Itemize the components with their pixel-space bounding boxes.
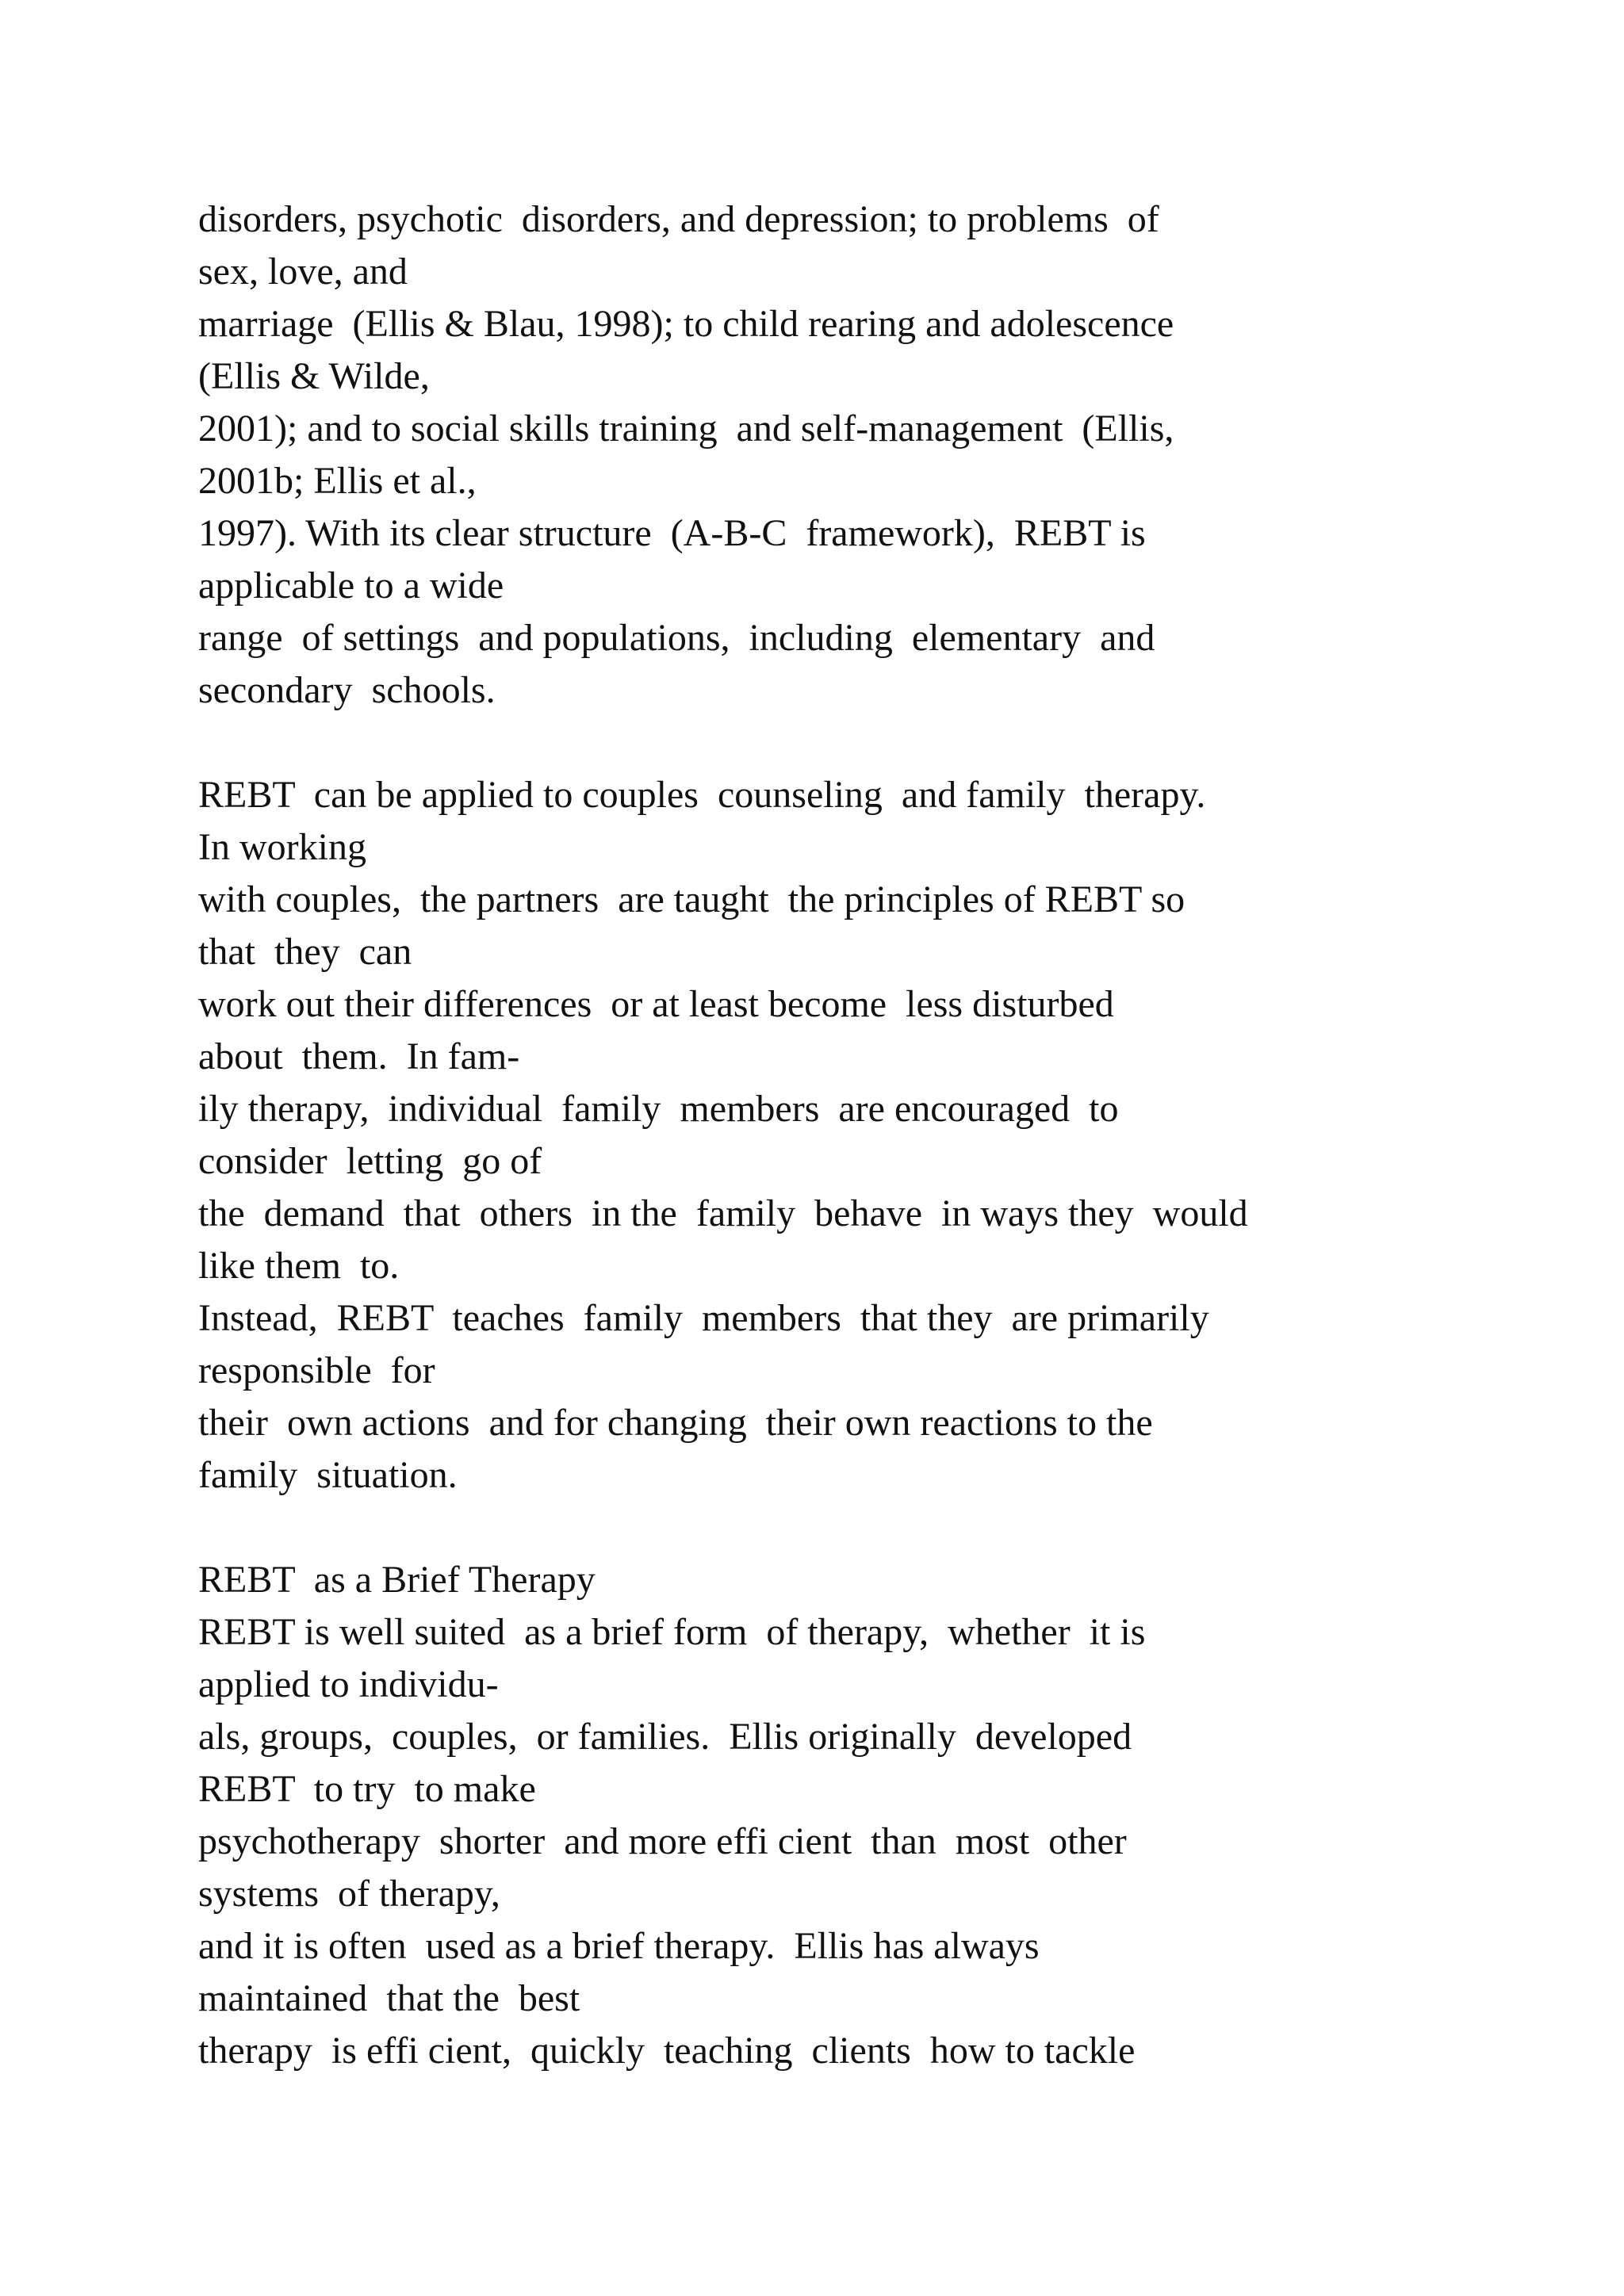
text-line: like them to. <box>198 1245 400 1287</box>
text-line: sex, love, and <box>198 251 408 293</box>
paragraph-spacer <box>198 1502 1499 1554</box>
text-line: 2001); and to social skills training and self-management (Ellis, <box>198 408 1174 450</box>
text-line: 1997). With its clear structure (A-B-C framework), REBT is <box>198 512 1146 554</box>
text-line: applied to individu- <box>198 1663 499 1705</box>
paragraph-1 <box>198 193 1499 717</box>
text-line: disorders, psychotic disorders, and depression; to problems of <box>198 198 1159 240</box>
text-line: (Ellis & Wilde, <box>198 355 430 397</box>
paragraph-spacer <box>198 717 1499 769</box>
text-line: work out their differences or at least become less disturbed <box>198 983 1114 1025</box>
text-line: with couples, the partners are taught the principles of REBT so <box>198 878 1185 920</box>
text-line: REBT to try to make <box>198 1768 536 1810</box>
text-line: their own actions and for changing their own reactions to the <box>198 1402 1153 1444</box>
text-line: REBT is well suited as a brief form of therapy, whether it is <box>198 1611 1146 1653</box>
text-line: range of settings and populations, including elementary and <box>198 617 1155 659</box>
text-line: about them. In fam- <box>198 1035 520 1077</box>
paragraph-2 <box>198 769 1499 1502</box>
section-brief-therapy <box>198 1554 1499 2077</box>
text-line: marriage (Ellis & Blau, 1998); to child rearing and adolescence <box>198 303 1174 345</box>
text-line: ily therapy, individual family members are encouraged to <box>198 1088 1119 1130</box>
text-line: Instead, REBT teaches family members that they are primarily <box>198 1297 1209 1339</box>
text-line: psychotherapy shorter and more effi cient than most other <box>198 1820 1127 1862</box>
text-line: maintained that the best <box>198 1977 580 2019</box>
text-line: systems of therapy, <box>198 1873 500 1915</box>
section-heading: REBT as a Brief Therapy <box>198 1559 596 1601</box>
text-line: responsible for <box>198 1349 435 1391</box>
text-line: REBT can be applied to couples counseling and family therapy. <box>198 774 1206 816</box>
text-line: als, groups, couples, or families. Ellis originally developed <box>198 1716 1132 1758</box>
text-line: family situation. <box>198 1454 458 1496</box>
text-line: consider letting go of <box>198 1140 542 1182</box>
text-line: In working <box>198 826 366 868</box>
text-line: therapy is effi cient, quickly teaching clients how to tackle <box>198 2030 1136 2072</box>
text-line: applicable to a wide <box>198 564 504 607</box>
document-body <box>198 193 1499 2077</box>
text-line: 2001b; Ellis et al., <box>198 460 477 502</box>
text-line: and it is often used as a brief therapy. Ellis has always <box>198 1925 1040 1967</box>
text-line: the demand that others in the family behave in ways they would <box>198 1192 1248 1234</box>
text-line: secondary schools. <box>198 669 496 711</box>
text-line: that they can <box>198 931 412 973</box>
